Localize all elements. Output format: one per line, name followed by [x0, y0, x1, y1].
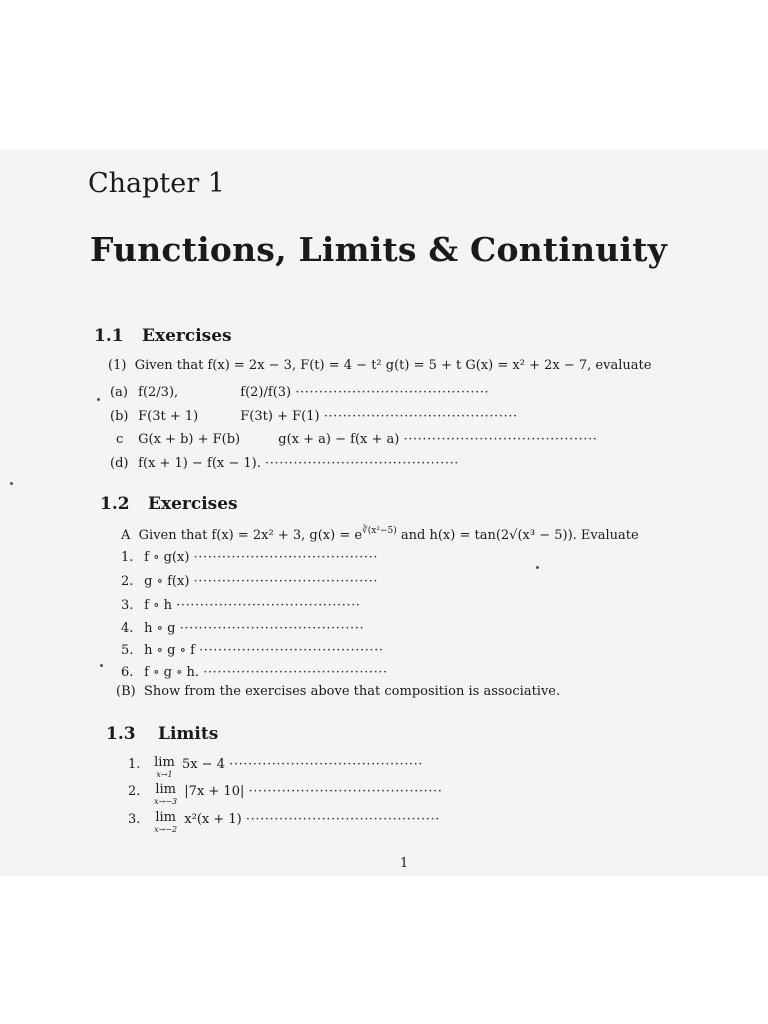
limit-operator [154, 757, 175, 781]
item-expr: h ∘ g [144, 621, 176, 636]
item-expr: f ∘ h [144, 598, 172, 613]
exercise-note [116, 684, 560, 699]
answer-dots: ······································· [176, 598, 361, 613]
composition-item-4 [121, 621, 364, 636]
lim-subscript: x→1 [156, 770, 173, 779]
item-label: 2. [128, 784, 141, 799]
lim-text: lim [154, 755, 175, 770]
section-title: Exercises [148, 494, 238, 514]
lim-subscript: x→−3 [154, 797, 178, 806]
item-label: 3. [121, 598, 134, 613]
section-title: Limits [158, 724, 219, 744]
item-expr: F(3t) + F(1) [240, 409, 320, 424]
page-number: 1 [400, 856, 409, 871]
section-heading-1-3 [106, 724, 218, 744]
answer-dots: ········································· [248, 784, 443, 799]
scan-speck [97, 398, 100, 401]
exponent: ∛(x²−5) [362, 526, 397, 536]
answer-dots: ······································· [179, 621, 365, 636]
limit-item-1 [128, 757, 423, 781]
chapter-label: Chapter 1 [88, 168, 225, 199]
lim-text: lim [155, 782, 176, 797]
answer-dots: ········································· [229, 757, 424, 772]
answer-dots: ········································· [323, 409, 518, 424]
limit-item-3 [128, 812, 440, 836]
item-expr: f(2)/f(3) [240, 385, 292, 400]
item-label: 1. [121, 550, 134, 565]
item-expr: x²(x + 1) [184, 812, 242, 827]
exercise-text: and h(x) = tan(2√(x³ − 5)). Evaluate [396, 528, 639, 543]
limit-item-2 [128, 784, 443, 808]
composition-item-5 [121, 643, 384, 658]
item-expr: f(x + 1) − f(x − 1). [138, 456, 261, 471]
section-number: 1.2 [100, 494, 130, 514]
exercise-intro [121, 526, 639, 543]
exercise-item-a [110, 385, 489, 400]
item-label: 1. [128, 757, 141, 772]
exercise-item-d [110, 456, 459, 471]
section-heading-1-1 [94, 326, 232, 346]
answer-dots: ······································· [193, 550, 379, 565]
exercise-intro [108, 358, 651, 373]
item-label: (a) [110, 385, 128, 400]
note-text: Show from the exercises above that composition is associative. [143, 684, 561, 699]
answer-dots: ········································· [403, 432, 598, 447]
item-expr: |7x + 10| [184, 784, 245, 799]
scan-speck [536, 566, 539, 569]
scan-speck [10, 482, 13, 485]
lim-subscript: x→−2 [154, 825, 178, 834]
exercise-text: Given that f(x) = 2x² + 3, g(x) = e [138, 528, 363, 543]
chapter-title: Functions, Limits & Continuity [90, 230, 668, 269]
section-number: 1.3 [106, 724, 136, 744]
composition-item-2 [121, 574, 378, 589]
limit-operator [154, 784, 177, 808]
exercise-text: Given that f(x) = 2x − 3, F(t) = 4 − t² g(t) = 5 + t G(x) = x² + 2x − 7, evaluate [134, 358, 652, 373]
item-expr: g(x + a) − f(x + a) [278, 432, 400, 447]
item-expr: f(2/3), [138, 385, 179, 400]
item-expr: G(x + b) + F(b) [138, 432, 241, 447]
item-label: 5. [121, 643, 134, 658]
answer-dots: ········································· [245, 812, 440, 827]
item-label: 2. [121, 574, 134, 589]
exercise-label: (1) [108, 358, 127, 373]
answer-dots: ········································· [265, 456, 460, 471]
item-label: (b) [110, 409, 129, 424]
item-expr: f ∘ g(x) [144, 550, 190, 565]
item-expr: f ∘ g ∘ h. [144, 665, 200, 680]
section-title: Exercises [142, 326, 232, 346]
answer-dots: ······································· [193, 574, 379, 589]
item-label: c [116, 432, 124, 447]
item-label: (d) [110, 456, 129, 471]
scan-speck [100, 664, 103, 667]
item-expr: F(3t + 1) [138, 409, 199, 424]
item-expr: 5x − 4 [181, 757, 225, 772]
item-label: 3. [128, 812, 141, 827]
item-expr: h ∘ g ∘ f [144, 643, 195, 658]
section-number: 1.1 [94, 326, 124, 346]
answer-dots: ········································· [295, 385, 490, 400]
item-label: (B) [116, 684, 136, 699]
section-heading-1-2 [100, 494, 238, 514]
exercise-item-b [110, 409, 518, 424]
exercise-item-c [116, 432, 598, 447]
answer-dots: ······································· [203, 665, 388, 680]
item-label: 6. [121, 665, 134, 680]
limit-operator [154, 812, 177, 836]
exercise-label: A [121, 528, 131, 543]
composition-item-3 [121, 598, 361, 613]
composition-item-1 [121, 550, 378, 565]
item-label: 4. [121, 621, 134, 636]
lim-text: lim [155, 810, 176, 825]
item-expr: g ∘ f(x) [144, 574, 190, 589]
answer-dots: ······································· [199, 643, 384, 658]
composition-item-6 [121, 665, 388, 680]
